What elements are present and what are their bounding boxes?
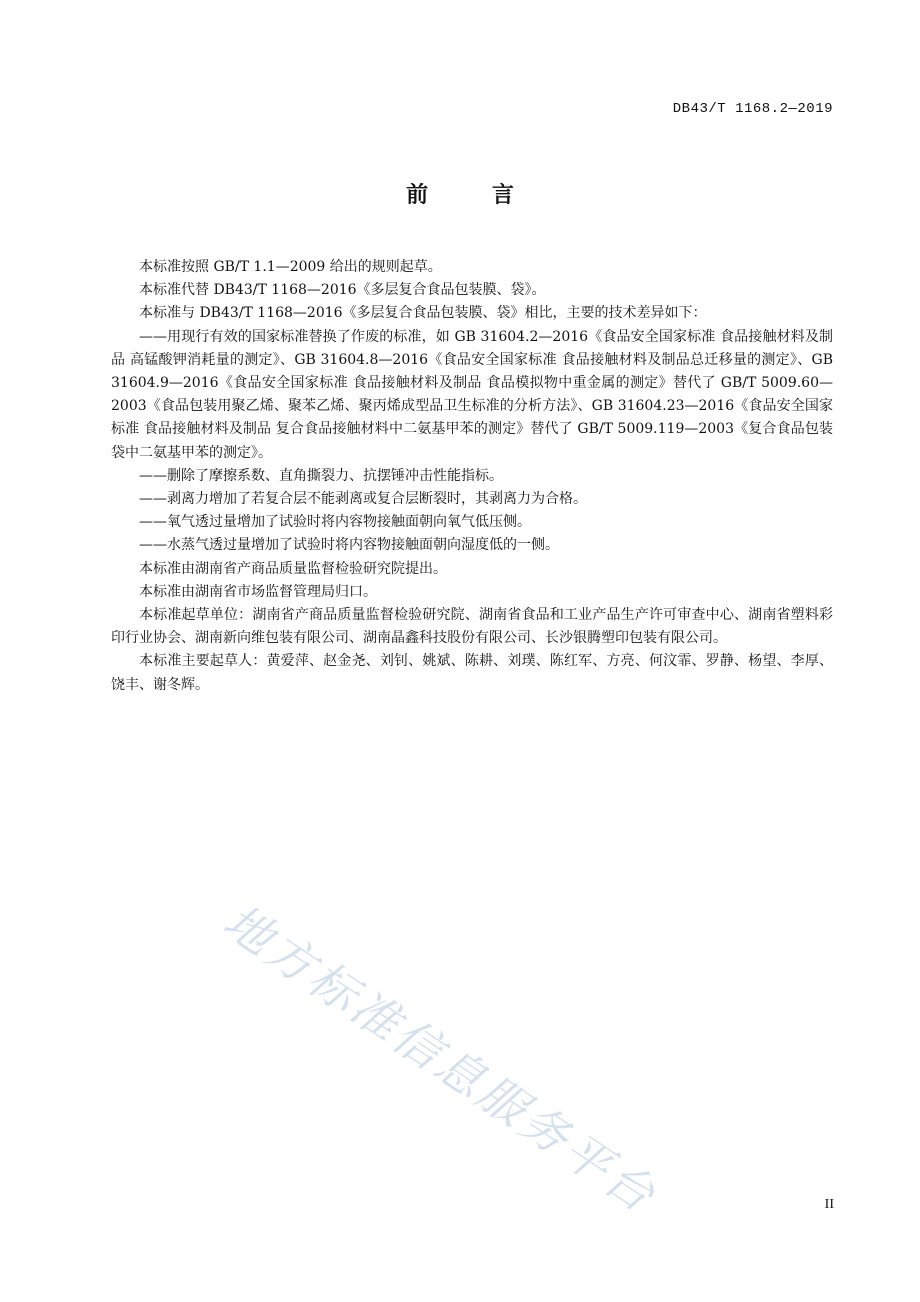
- page-title: 前 言: [406, 183, 542, 208]
- paragraph-differences-intro: 本标准与 DB43/T 1168—2016《多层复合食品包装膜、袋》相比，主要的技术差异如下：: [139, 305, 707, 322]
- preface-body: [111, 256, 833, 697]
- paragraph-diff-standards-replaced: ——用现行有效的国家标准替换了作废的标准，如 GB 31604.2—2016《食品安全国家标准 食品接触材料及制品 高锰酸钾消耗量的测定》、GB 31604.8—2016《食品安全国家标准 食品接触材料及制品总迁移量的测定》、GB 31604.9—2016《食品安全国家标准 食品接触材料及制品 食品模拟物中重金属的测定》替代了 GB/T 5009.60—2003《食品包装用聚乙烯、聚苯乙烯、聚丙烯成型品卫生标准的分析方法》、GB 31604.23—2016《食品安全国家标准 食品接触材料及制品 复合食品接触材料中二氨基甲苯的测定》替代了 GB/T 5009.119—2003《复合食品包装袋中二氨基甲苯的测定》。: [111, 328, 833, 461]
- paragraph-drafting-rules: 本标准按照 GB/T 1.1—2009 给出的规则起草。: [139, 259, 442, 275]
- paragraph-drafters: 本标准主要起草人：黄爱萍、赵金尧、刘钊、姚斌、陈耕、刘璞、陈红军、方亮、何汶霏、罗静、杨望、李厚、饶丰、谢冬辉。: [111, 653, 833, 693]
- paragraph-replaces: 本标准代替 DB43/T 1168—2016《多层复合食品包装膜、袋》。: [139, 282, 546, 299]
- paragraph-diff-peel-force: ——剥离力增加了若复合层不能剥离或复合层断裂时，其剥离力为合格。: [139, 491, 587, 508]
- paragraph-diff-oxygen: ——氧气透过量增加了试验时将内容物接触面朝向氧气低压侧。: [139, 514, 531, 531]
- paragraph-diff-water-vapor: ——水蒸气透过量增加了试验时将内容物接触面朝向湿度低的一侧。: [139, 537, 559, 554]
- watermark: 地方标准信息服务平台: [213, 894, 667, 1225]
- paragraph-administered-by: 本标准由湖南省市场监督管理局归口。: [139, 583, 377, 600]
- page-number: II: [824, 1197, 834, 1212]
- document-code: DB43/T 1168.2—2019: [672, 101, 833, 117]
- paragraph-diff-removed-indicators: ——删除了摩擦系数、直角撕裂力、抗摆锤冲击性能指标。: [139, 467, 503, 484]
- paragraph-proposed-by: 本标准由湖南省产商品质量监督检验研究院提出。: [139, 560, 447, 577]
- paragraph-drafting-units: 本标准起草单位：湖南省产商品质量监督检验研究院、湖南省食品和工业产品生产许可审查中心、湖南省塑料彩印行业协会、湖南新向维包装有限公司、湖南晶鑫科技股份有限公司、长沙银腾塑印包装有限公司。: [111, 607, 833, 647]
